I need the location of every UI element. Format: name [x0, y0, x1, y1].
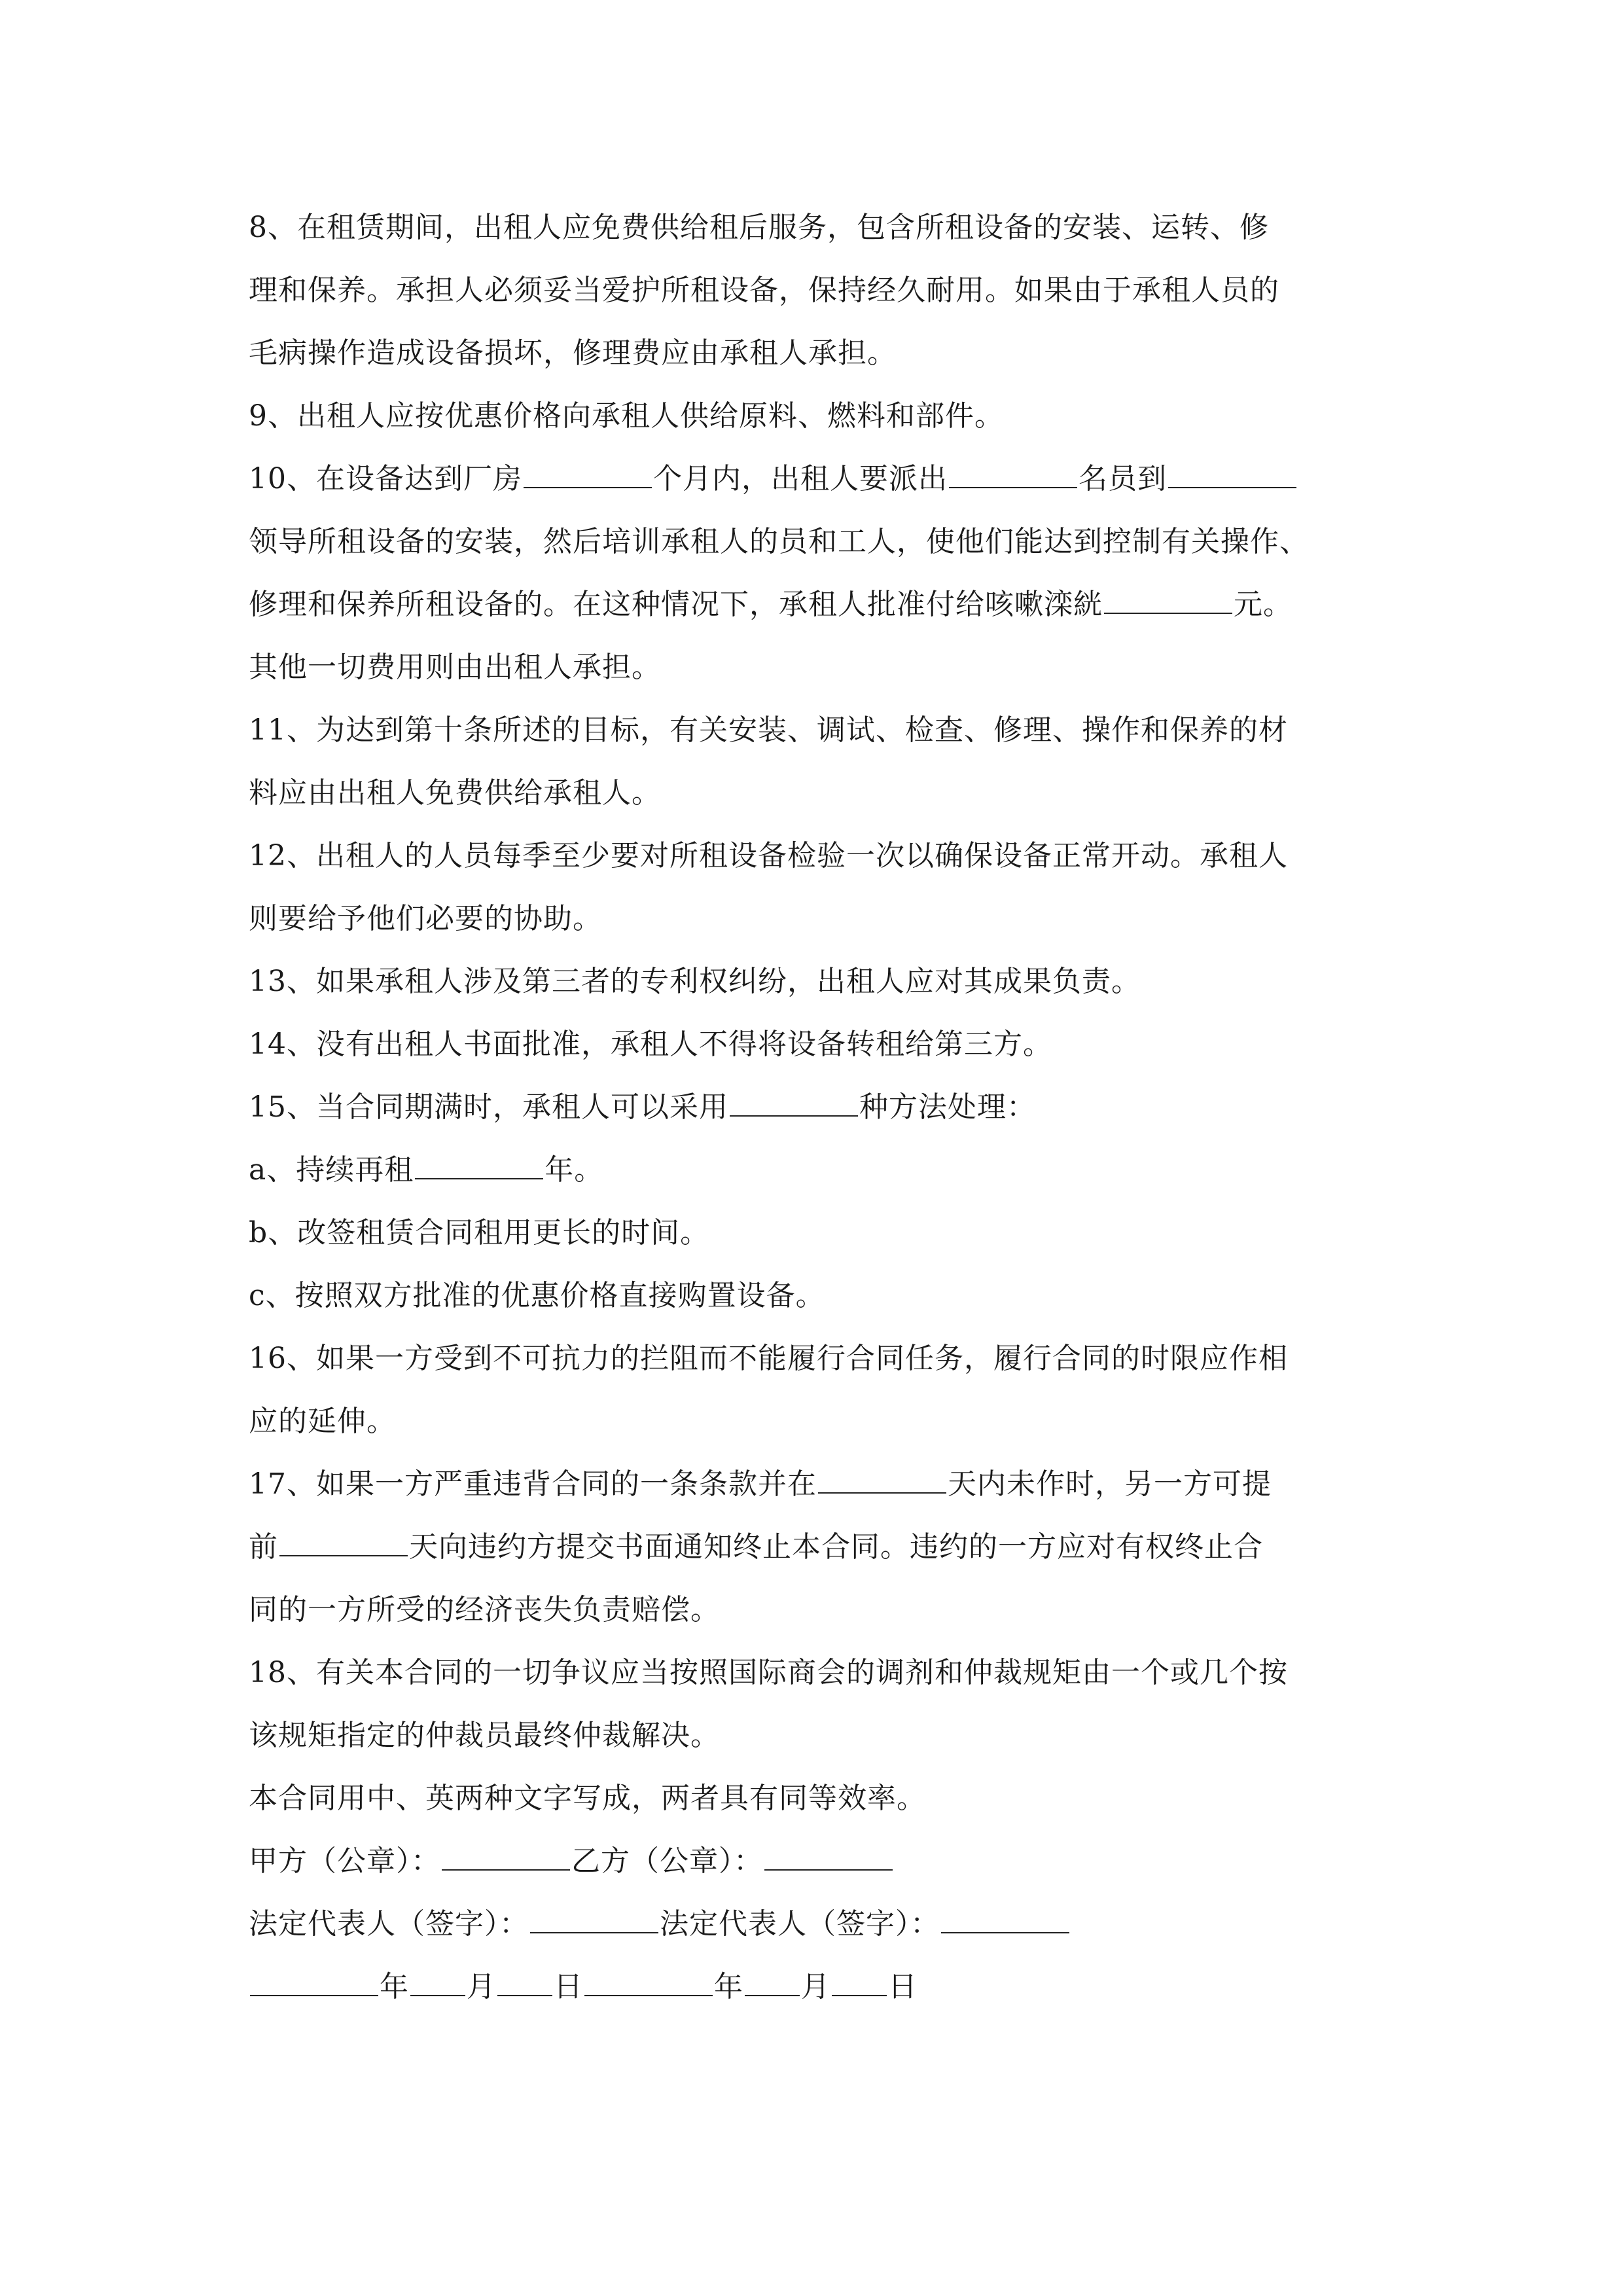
clause-10-line-4: 其他一切费用则由出租人承担。	[249, 651, 661, 684]
clause-15-option-b: b、改签租赁合同租用更长的时间。	[249, 1216, 710, 1249]
date-b-year-blank	[584, 1969, 713, 1996]
clause-12-line-1: 12、出租人的人员每季至少要对所租设备检验一次以确保设备正常开动。承租人	[249, 839, 1288, 872]
date-b-day-blank	[832, 1969, 887, 1996]
cure-days-blank	[818, 1466, 946, 1494]
clause-11-line-1: 11、为达到第十条所述的目标，有关安装、调试、检查、修理、操作和保养的材	[249, 713, 1288, 747]
rep-b-label: 法定代表人（签字）：	[660, 1907, 940, 1941]
date-line	[249, 1967, 918, 2007]
date-b-month-blank	[745, 1969, 800, 1996]
option-a-text-b: 年。	[544, 1153, 604, 1187]
party-a-seal-blank	[442, 1843, 570, 1871]
clause-18-line-2: 该规矩指定的仲裁员最终仲裁解决。	[249, 1719, 720, 1752]
destination-blank	[1168, 461, 1296, 488]
clause-15-option-c: c、按照双方批准的优惠价格直接购置设备。	[249, 1279, 825, 1312]
language-note: 本合同用中、英两种文字写成，两者具有同等效率。	[249, 1782, 926, 1815]
clause-10-line-1	[249, 459, 1298, 499]
option-a-text-a: a、持续再租	[249, 1153, 414, 1187]
clause-17-text-d: 天向违约方提交书面通知终止本合同。违约的一方应对有权终止合	[409, 1530, 1263, 1564]
rep-a-blank	[530, 1906, 658, 1933]
clause-16-line-1: 16、如果一方受到不可抗力的拦阻而不能履行合同任务，履行合同的时限应作相	[249, 1342, 1288, 1375]
clause-10-text-b: 个月内，出租人要派出	[653, 462, 948, 495]
clause-17-text-a: 17、如果一方严重违背合同的一条条款并在	[249, 1467, 817, 1501]
date-b-day-label: 日	[888, 1970, 918, 2003]
clause-10-text-d: 修理和保养所租设备的。在这种情况下，承租人批准付给咳嗽滦絖	[249, 588, 1103, 621]
clause-17-line-3: 同的一方所受的经济丧失负责赔偿。	[249, 1593, 720, 1626]
clause-13-line-1: 13、如果承租人涉及第三者的专利权纠纷，出租人应对其成果负责。	[249, 965, 1141, 998]
clause-10-text-a: 10、在设备达到厂房	[249, 462, 522, 495]
renewal-years-blank	[415, 1152, 543, 1179]
date-a-year-label: 年	[380, 1970, 409, 2003]
date-a-day-label: 日	[554, 1970, 583, 2003]
staff-count-blank	[949, 461, 1077, 488]
clause-15-text-b: 种方法处理：	[859, 1090, 1036, 1124]
party-b-seal-label: 乙方（公章）：	[571, 1844, 763, 1878]
methods-count-blank	[730, 1089, 858, 1117]
clause-15-option-a	[249, 1151, 603, 1190]
clause-12-line-2: 则要给予他们必要的协助。	[249, 902, 602, 935]
party-b-seal-blank	[764, 1843, 893, 1871]
clause-15-line-1	[249, 1088, 1036, 1127]
date-a-day-blank	[497, 1969, 552, 1996]
date-b-month-label: 月	[801, 1970, 830, 2003]
clause-10-line-2: 领导所租设备的安装，然后培训承租人的员和工人，使他们能达到控制有关操作、	[249, 525, 1309, 558]
clause-17-line-1	[249, 1465, 1272, 1504]
seal-line	[249, 1842, 894, 1881]
date-b-year-label: 年	[714, 1970, 743, 2003]
rep-a-label: 法定代表人（签字）：	[249, 1907, 529, 1941]
date-a-month-label: 月	[467, 1970, 496, 2003]
clause-17-line-2	[249, 1528, 1263, 1567]
clause-14-line-1: 14、没有出租人书面批准，承租人不得将设备转租给第三方。	[249, 1028, 1052, 1061]
representative-line	[249, 1905, 1071, 1944]
notice-days-blank	[279, 1529, 408, 1556]
clause-10-text-c: 名员到	[1079, 462, 1167, 495]
clause-17-text-b: 天内未作时，另一方可提	[948, 1467, 1272, 1501]
date-a-year-blank	[250, 1969, 378, 1996]
clause-11-line-2: 料应由出租人免费供给承租人。	[249, 776, 661, 810]
date-a-month-blank	[410, 1969, 465, 1996]
clause-8-line-2: 理和保养。承担人必须妥当爱护所租设备，保持经久耐用。如果由于承租人员的	[249, 274, 1279, 307]
months-blank	[524, 461, 652, 488]
clause-15-text-a: 15、当合同期满时，承租人可以采用	[249, 1090, 728, 1124]
clause-10-line-3	[249, 585, 1293, 624]
clause-8-line-1: 8、在租赁期间，出租人应免费供给租后服务，包含所租设备的安装、运转、修	[249, 211, 1269, 244]
party-a-seal-label: 甲方（公章）：	[249, 1844, 440, 1878]
clause-10-text-e: 元。	[1234, 588, 1293, 621]
clause-8-line-3: 毛病操作造成设备损坏，修理费应由承租人承担。	[249, 336, 897, 370]
clause-18-line-1: 18、有关本合同的一切争议应当按照国际商会的调剂和仲裁规矩由一个或几个按	[249, 1656, 1288, 1689]
clause-16-line-2: 应的延伸。	[249, 1405, 396, 1438]
clause-17-text-c: 前	[249, 1530, 278, 1564]
fee-amount-blank	[1104, 586, 1232, 614]
rep-b-blank	[941, 1906, 1069, 1933]
clause-9-line-1: 9、出租人应按优惠价格向承租人供给原料、燃料和部件。	[249, 399, 1004, 433]
